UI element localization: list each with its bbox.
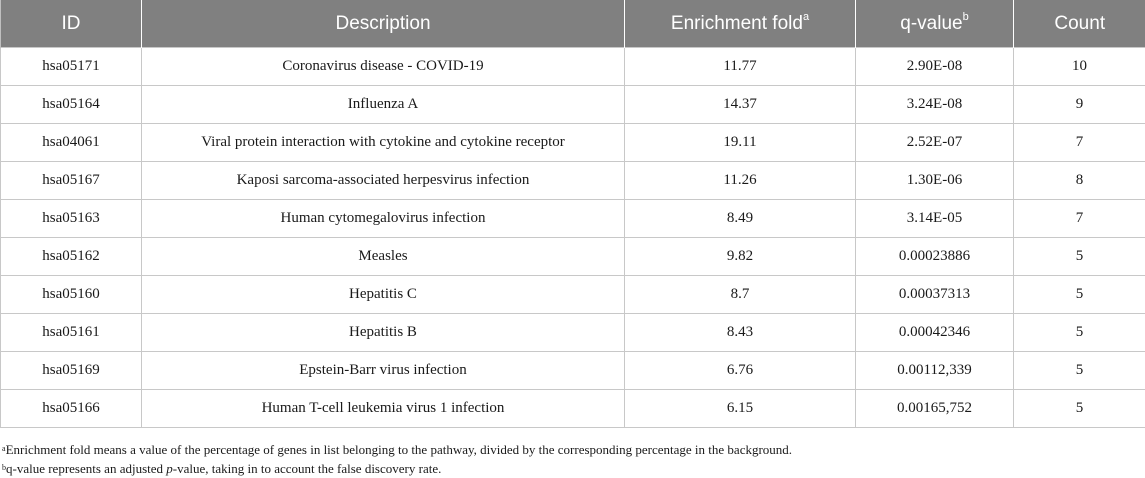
cell-id: hsa04061	[1, 124, 142, 162]
table-row	[1, 86, 1145, 124]
table-row	[1, 124, 1145, 162]
table-body	[1, 48, 1145, 428]
table-row	[1, 314, 1145, 352]
cell-count: 5	[1014, 314, 1145, 352]
cell-enrichment-fold: 6.15	[625, 390, 856, 428]
cell-q-value: 3.24E-08	[856, 86, 1014, 124]
cell-id: hsa05166	[1, 390, 142, 428]
footnote-marker-b: b	[962, 10, 969, 23]
cell-description: Viral protein interaction with cytokine and cytokine receptor	[142, 124, 625, 162]
cell-q-value: 1.30E-06	[856, 162, 1014, 200]
cell-q-value: 2.90E-08	[856, 48, 1014, 86]
cell-enrichment-fold: 14.37	[625, 86, 856, 124]
header-row	[1, 0, 1145, 48]
cell-q-value: 3.14E-05	[856, 200, 1014, 238]
cell-id: hsa05167	[1, 162, 142, 200]
footnote-b: $^b$q-value represents an adjusted p-value, taking in to account the false discovery rate.	[2, 461, 442, 476]
cell-q-value: 2.52E-07	[856, 124, 1014, 162]
cell-description: Coronavirus disease - COVID-19	[142, 48, 625, 86]
header-description: Description	[142, 0, 625, 48]
cell-enrichment-fold: 8.43	[625, 314, 856, 352]
cell-enrichment-fold: 6.76	[625, 352, 856, 390]
table-row	[1, 390, 1145, 428]
cell-id: hsa05160	[1, 276, 142, 314]
header-enrichment-fold: Enrichment fold$^a$	[625, 0, 856, 48]
cell-enrichment-fold: 11.77	[625, 48, 856, 86]
cell-description: Human T-cell leukemia virus 1 infection	[142, 390, 625, 428]
table-row	[1, 200, 1145, 238]
cell-enrichment-fold: 8.7	[625, 276, 856, 314]
footnotes	[2, 440, 1142, 478]
cell-id: hsa05161	[1, 314, 142, 352]
cell-count: 5	[1014, 276, 1145, 314]
table-row	[1, 352, 1145, 390]
cell-description: Kaposi sarcoma-associated herpesvirus infection	[142, 162, 625, 200]
cell-description: Epstein-Barr virus infection	[142, 352, 625, 390]
cell-id: hsa05171	[1, 48, 142, 86]
cell-q-value: 0.00112,339	[856, 352, 1014, 390]
cell-q-value: 0.00042346	[856, 314, 1014, 352]
table-row	[1, 48, 1145, 86]
header-count: Count	[1014, 0, 1145, 48]
table-row	[1, 276, 1145, 314]
table-row	[1, 238, 1145, 276]
cell-count: 9	[1014, 86, 1145, 124]
cell-enrichment-fold: 8.49	[625, 200, 856, 238]
cell-description: Hepatitis C	[142, 276, 625, 314]
header-q-value: q-value$^b$	[856, 0, 1014, 48]
footnote-a: $^a$Enrichment fold means a value of the percentage of genes in list belonging to the pathway, divided by the corresponding percentage in the background.	[2, 442, 793, 457]
cell-description: Hepatitis B	[142, 314, 625, 352]
cell-id: hsa05163	[1, 200, 142, 238]
cell-id: hsa05164	[1, 86, 142, 124]
cell-count: 5	[1014, 238, 1145, 276]
cell-count: 7	[1014, 124, 1145, 162]
cell-count: 8	[1014, 162, 1145, 200]
cell-count: 7	[1014, 200, 1145, 238]
cell-enrichment-fold: 19.11	[625, 124, 856, 162]
cell-description: Measles	[142, 238, 625, 276]
cell-id: hsa05162	[1, 238, 142, 276]
cell-enrichment-fold: 9.82	[625, 238, 856, 276]
cell-id: hsa05169	[1, 352, 142, 390]
cell-q-value: 0.00037313	[856, 276, 1014, 314]
cell-q-value: 0.00165,752	[856, 390, 1014, 428]
cell-description: Human cytomegalovirus infection	[142, 200, 625, 238]
cell-enrichment-fold: 11.26	[625, 162, 856, 200]
header-id: ID	[1, 0, 142, 48]
cell-description: Influenza A	[142, 86, 625, 124]
cell-count: 10	[1014, 48, 1145, 86]
cell-count: 5	[1014, 390, 1145, 428]
cell-count: 5	[1014, 352, 1145, 390]
cell-q-value: 0.00023886	[856, 238, 1014, 276]
table-row	[1, 162, 1145, 200]
footnote-marker-a: a	[802, 10, 810, 23]
